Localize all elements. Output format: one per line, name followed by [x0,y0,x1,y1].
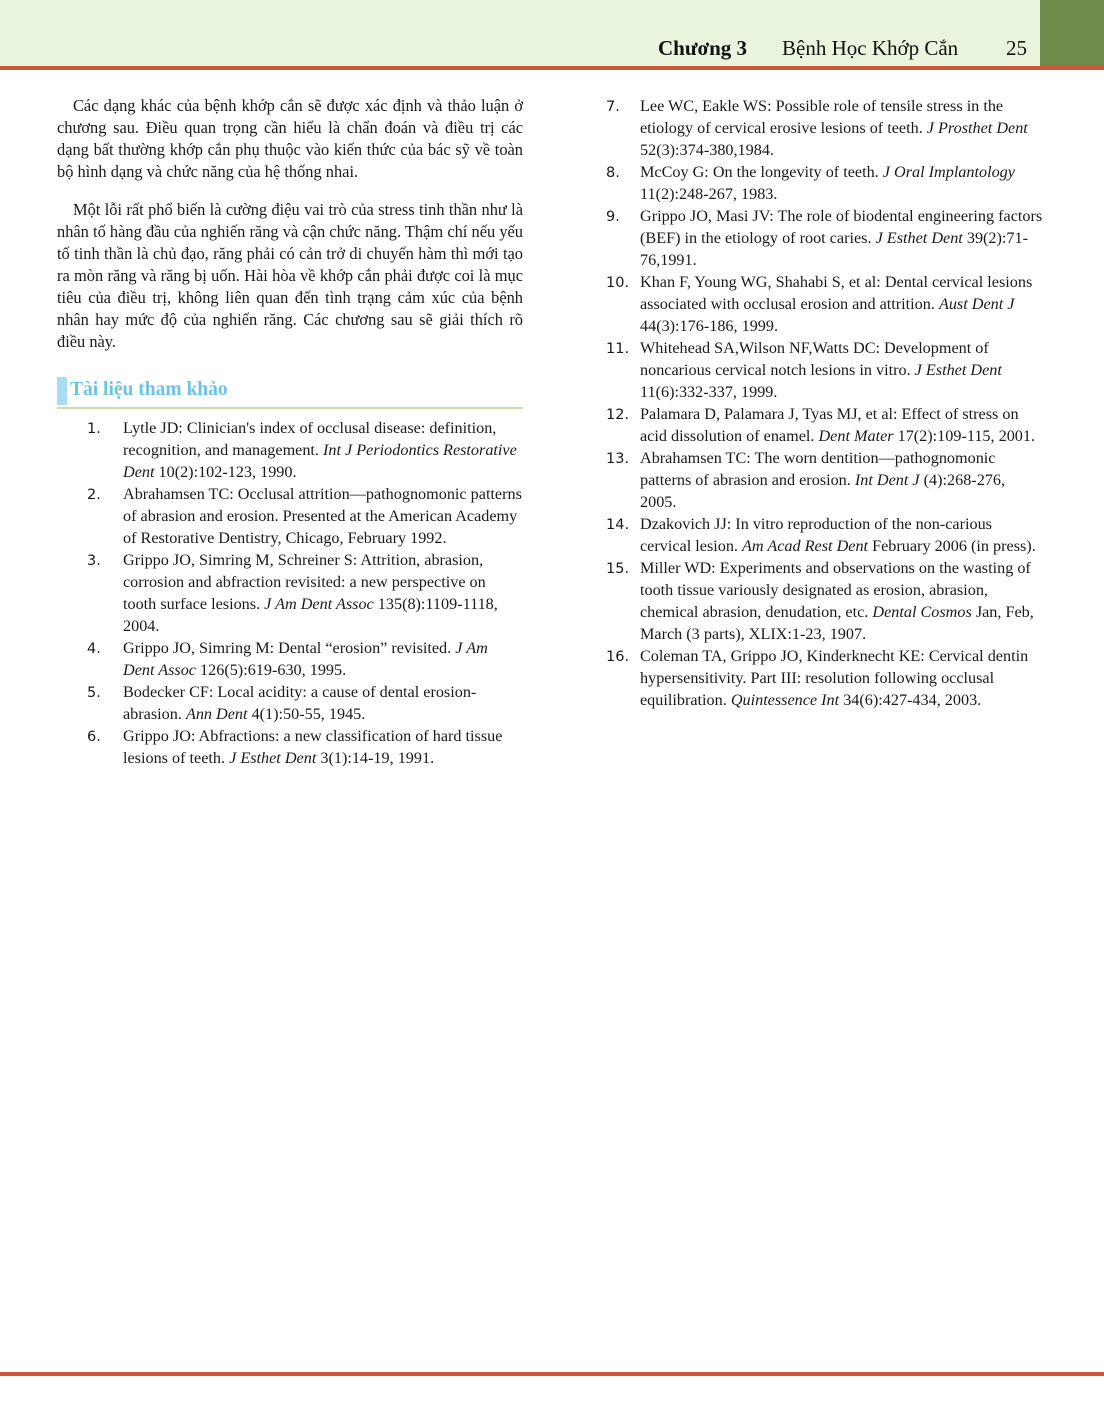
reference-item: 12. Palamara D, Palamara J, Tyas MJ, et al: Effect of stress on acid dissolution of enamel. Dent Mater 17(2):109-115, 2001. [606,405,1036,445]
section-marker [57,377,67,405]
header-chapter: Chương 3 [658,36,748,60]
reference-item: 5. Bodecker CF: Local acidity: a cause of dental erosion-abrasion. Ann Dent 4(1):50-55, 1945. [87,683,477,723]
right-column [606,95,1044,711]
body-paragraph: Một lỗi rất phổ biến là cường điệu vai trò của stress tinh thần như là nhân tố hàng đầu của nghiến răng và cận chức năng. Thậm chí nếu yếu tố tinh thần là chủ đạo, răng phải có cản trở di chuyển hàm thì mới tạo ra mòn răng và răng bị uốn. Hài hòa về khớp cắn phải được coi là mục tiêu của điều trị, không liên quan đến tình trạng cảm xúc của bệnh nhân hay mức độ của nghiến răng. Các chương sau sẽ giải thích rõ điều này. [57,200,523,351]
reference-item: 11. Whitehead SA,Wilson NF,Watts DC: Development of noncarious cervical notch lesions in vitro. J Esthet Dent 11(6):332-337, 1999. [606,339,1002,401]
reference-item: 6. Grippo JO: Abfractions: a new classification of hard tissue lesions of teeth. J Esthet Dent 3(1):14-19, 1991. [87,727,503,767]
left-column [57,95,523,769]
page-number: 25 [1006,36,1027,60]
reference-item: 13. Abrahamsen TC: The worn dentition—pathognomonic patterns of abrasion and erosion. Int Dent J (4):268-276, 2005. [606,449,1006,511]
header-rule [0,66,1104,70]
chapter-tab [1040,0,1104,66]
reference-item: 1. Lytle JD: Clinician's index of occlusal disease: definition, recognition, and management. Int J Periodontics Restorative Dent 10(2):102-123, 1990. [87,419,517,481]
reference-item: 15. Miller WD: Experiments and observations on the wasting of tooth tissue variously designated as erosion, abrasion, chemical abrasion, denudation, etc. Dental Cosmos Jan, Feb, March (3 parts), XLIX:1-23, 1907. [606,559,1034,643]
reference-item: 9. Grippo JO, Masi JV: The role of biodental engineering factors (BEF) in the etiology of root caries. J Esthet Dent 39(2):71-76,1991. [606,207,1043,269]
reference-item: 7. Lee WC, Eakle WS: Possible role of tensile stress in the etiology of cervical erosive lesions of teeth. J Prosthet Dent 52(3):374-380,1984. [606,97,1028,159]
reference-item: 16. Coleman TA, Grippo JO, Kinderknecht KE: Cervical dentin hypersensitivity. Part III: resolution following occlusal equilibration. Quintessence Int 34(6):427-434, 2003. [606,647,1029,709]
body-paragraph: Các dạng khác của bệnh khớp cắn sẽ được xác định và thảo luận ở chương sau. Điều quan trọng cần hiểu là chẩn đoán và điều trị các dạng bất thường khớp cắn phụ thuộc vào kiến thức của bác sỹ về toàn bộ hình dạng và chức năng của hệ thống nhai. [57,96,523,181]
reference-item: 2. Abrahamsen TC: Occlusal attrition—pathognomonic patterns of abrasion and erosion. Presented at the American Academy of Restorative Dentistry, Chicago, February 1992. [87,485,522,547]
reference-item: 14. Dzakovich JJ: In vitro reproduction of the non-carious cervical lesion. Am Acad Rest Dent February 2006 (in press). [606,515,1036,555]
references-heading: Tài liệu tham khảo [70,379,228,400]
footer-rule [0,1372,1104,1376]
reference-item: 8. McCoy G: On the longevity of teeth. J Oral Implantology 11(2):248-267, 1983. [606,163,1015,203]
reference-item: 3. Grippo JO, Simring M, Schreiner S: Attrition, abrasion, corrosion and abfraction revisited: a new perspective on tooth surface lesions. J Am Dent Assoc 135(8):1109-1118, 2004. [87,551,498,635]
reference-item: 10. Khan F, Young WG, Shahabi S, et al: Dental cervical lesions associated with occlusal erosion and attrition. Aust Dent J 44(3):176-186, 1999. [606,273,1033,335]
header-title: Bệnh Học Khớp Cắn [782,36,959,60]
reference-list-left [57,417,523,769]
reference-item: 4. Grippo JO, Simring M: Dental “erosion” revisited. J Am Dent Assoc 126(5):619-630, 1995. [87,639,488,679]
reference-list-right [606,95,1044,711]
references-section-header [57,375,523,409]
